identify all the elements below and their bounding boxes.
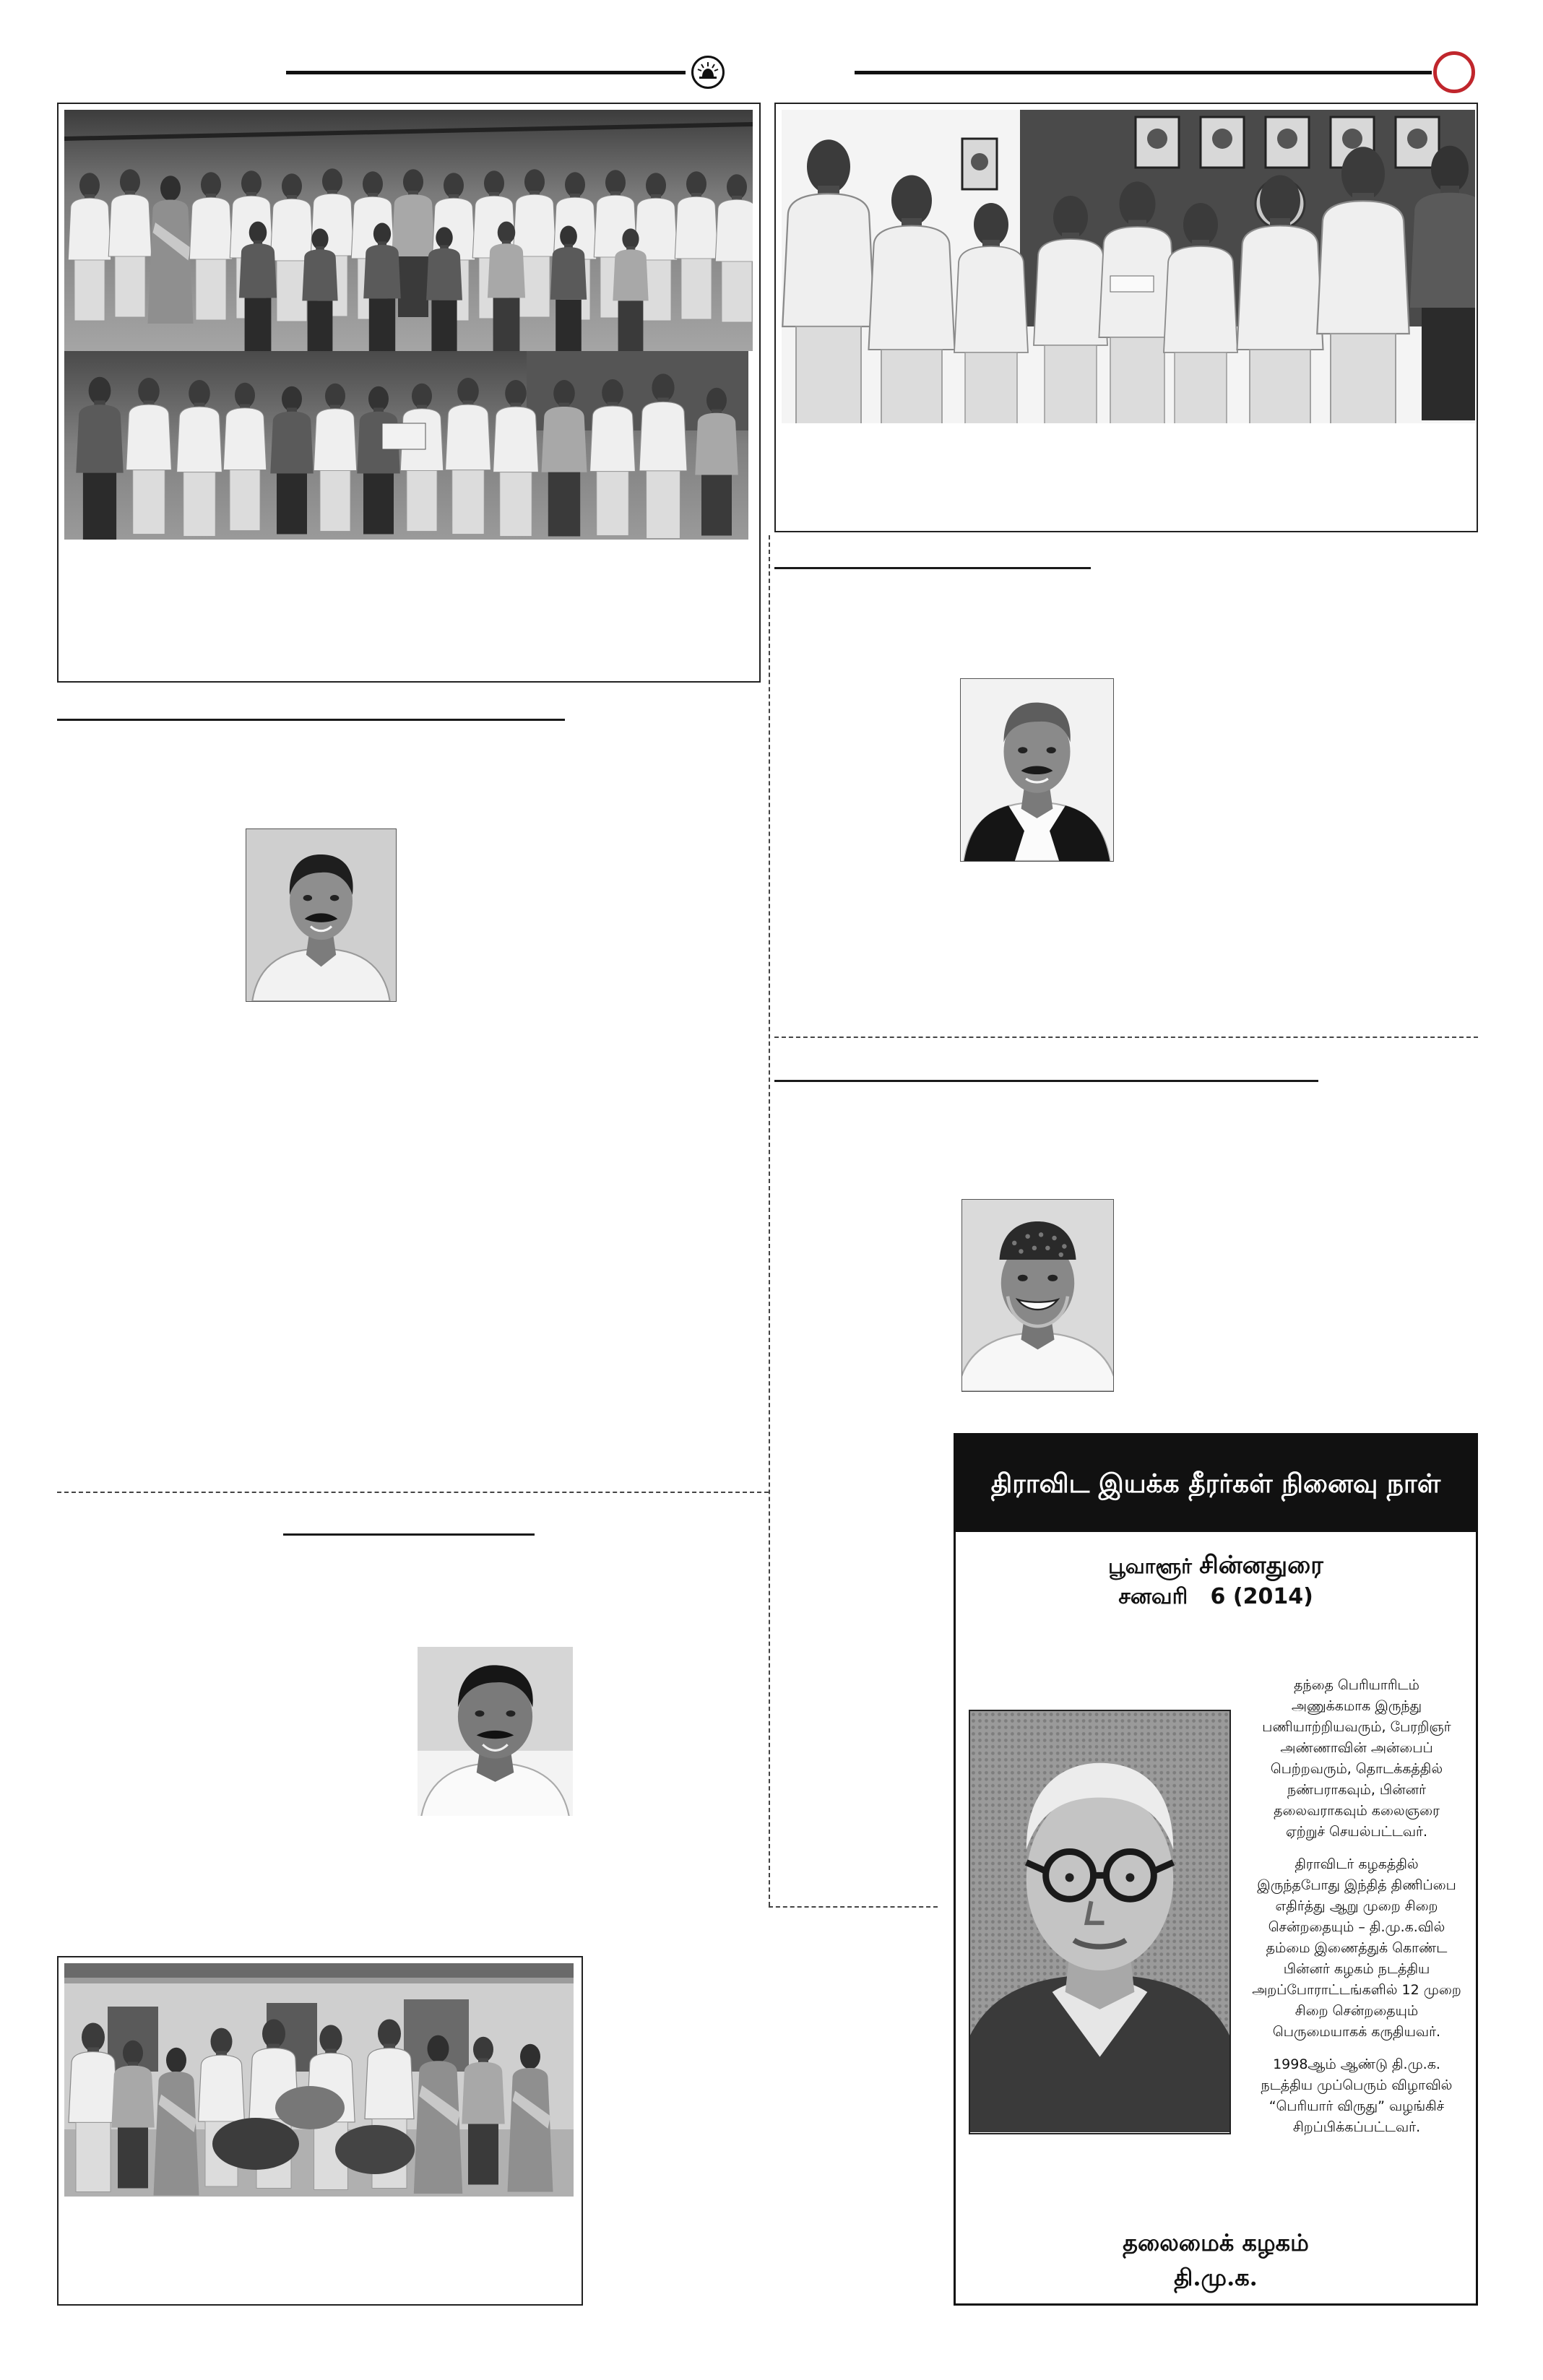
memorial-date: சனவரி 6 (2014) <box>1118 1584 1313 1609</box>
memorial-footer-org: தலைமைக் கழகம் <box>1123 2229 1309 2256</box>
section-divider-left <box>57 1492 769 1493</box>
biography-line: “பெரியார் விருது” வழங்கிச் <box>1268 2098 1445 2114</box>
memorial-notice <box>954 1433 1478 2306</box>
biography-line: எதிர்த்து ஆறு முறை சிறை <box>1275 1898 1438 1914</box>
headline-rule-right-2 <box>774 1080 1318 1082</box>
portrait-photo-4 <box>961 1199 1114 1392</box>
team-group-photo <box>64 110 753 351</box>
biography-line: 1998ஆம் ஆண்டு தி.மு.க. <box>1273 2056 1440 2072</box>
biography-line: திராவிடர் கழகத்தில் <box>1295 1856 1419 1872</box>
sports-event-photo-box <box>57 103 761 683</box>
biography-line: சிறை சென்றதையும் <box>1295 2003 1419 2019</box>
memorial-footer-party: தி.மு.க. <box>1174 2264 1258 2291</box>
header-rule-left <box>286 71 686 74</box>
biography-line: தம்மை இணைத்துக் கொண்ட <box>1266 1940 1448 1956</box>
welfare-distribution-photo-box <box>57 1956 583 2306</box>
portrait-photo-3 <box>960 678 1114 862</box>
biography-paragraph-3 <box>1239 2054 1474 2138</box>
header-rule-right <box>855 71 1432 74</box>
biography-paragraph-1 <box>1239 1675 1474 1843</box>
biography-line: பெற்றவரும், தொடக்கத்தில் <box>1270 1761 1443 1777</box>
memorial-portrait-photo <box>969 1710 1231 2134</box>
biography-line: நடத்திய முப்பெரும் விழாவில் <box>1261 2077 1453 2093</box>
section-divider-right <box>774 1037 1478 1038</box>
biography-line: அண்ணாவின் அன்பைப் <box>1280 1740 1433 1756</box>
memorial-title: திராவிட இயக்க தீரர்கள் நினைவு நாள் <box>956 1435 1476 1532</box>
portrait-photo-1 <box>246 828 397 1002</box>
biography-line: தந்தை பெரியாரிடம் <box>1294 1677 1419 1693</box>
biography-line: ஏற்றுச் செயல்பட்டவர். <box>1285 1824 1428 1840</box>
memorial-biography <box>1239 1675 1474 2150</box>
biography-line: தலைவராகவும் கலைஞரை <box>1274 1803 1440 1819</box>
page-number-badge <box>1433 51 1475 93</box>
biography-line: பெருமையாகக் கருதியவர். <box>1272 2024 1441 2040</box>
biography-line: அறப்போராட்டங்களில் 12 முறை <box>1252 1982 1461 1998</box>
memorial-person-name <box>956 1549 1476 1583</box>
biography-line: நண்பராகவும், பின்னர் <box>1287 1782 1427 1798</box>
meeting-photo-box <box>774 103 1478 532</box>
headline-rule-left-2 <box>283 1533 535 1536</box>
memorial-name-prefix: பூவாளூர் <box>1108 1554 1192 1578</box>
minister-meeting-photo <box>782 110 1475 423</box>
headline-rule-right-1 <box>774 567 1091 569</box>
emblem-icon <box>691 56 725 89</box>
biography-line: பின்னர் கழகம் நடத்திய <box>1283 1961 1430 1977</box>
portrait-photo-2 <box>418 1647 573 1816</box>
biography-line: சிறப்பிக்கப்பட்டவர். <box>1292 2119 1421 2135</box>
biography-line: இருந்தபோது இந்தித் திணிப்பை <box>1257 1877 1456 1893</box>
biography-line: அணுக்கமாக இருந்து <box>1291 1698 1422 1714</box>
memorial-name-main: சின்னதுரை <box>1199 1551 1323 1580</box>
headline-rule-left-1 <box>57 719 565 721</box>
biography-line: பணியாற்றியவரும், பேரறிஞர் <box>1262 1719 1451 1735</box>
column-divider <box>769 535 770 1906</box>
blanket-distribution-photo <box>64 1963 574 2197</box>
biography-paragraph-2 <box>1239 1854 1474 2043</box>
column-divider-end <box>769 1906 938 1908</box>
prize-distribution-photo <box>64 351 748 540</box>
biography-line: சென்றதையும் – தி.மு.க.வில் <box>1268 1919 1445 1935</box>
